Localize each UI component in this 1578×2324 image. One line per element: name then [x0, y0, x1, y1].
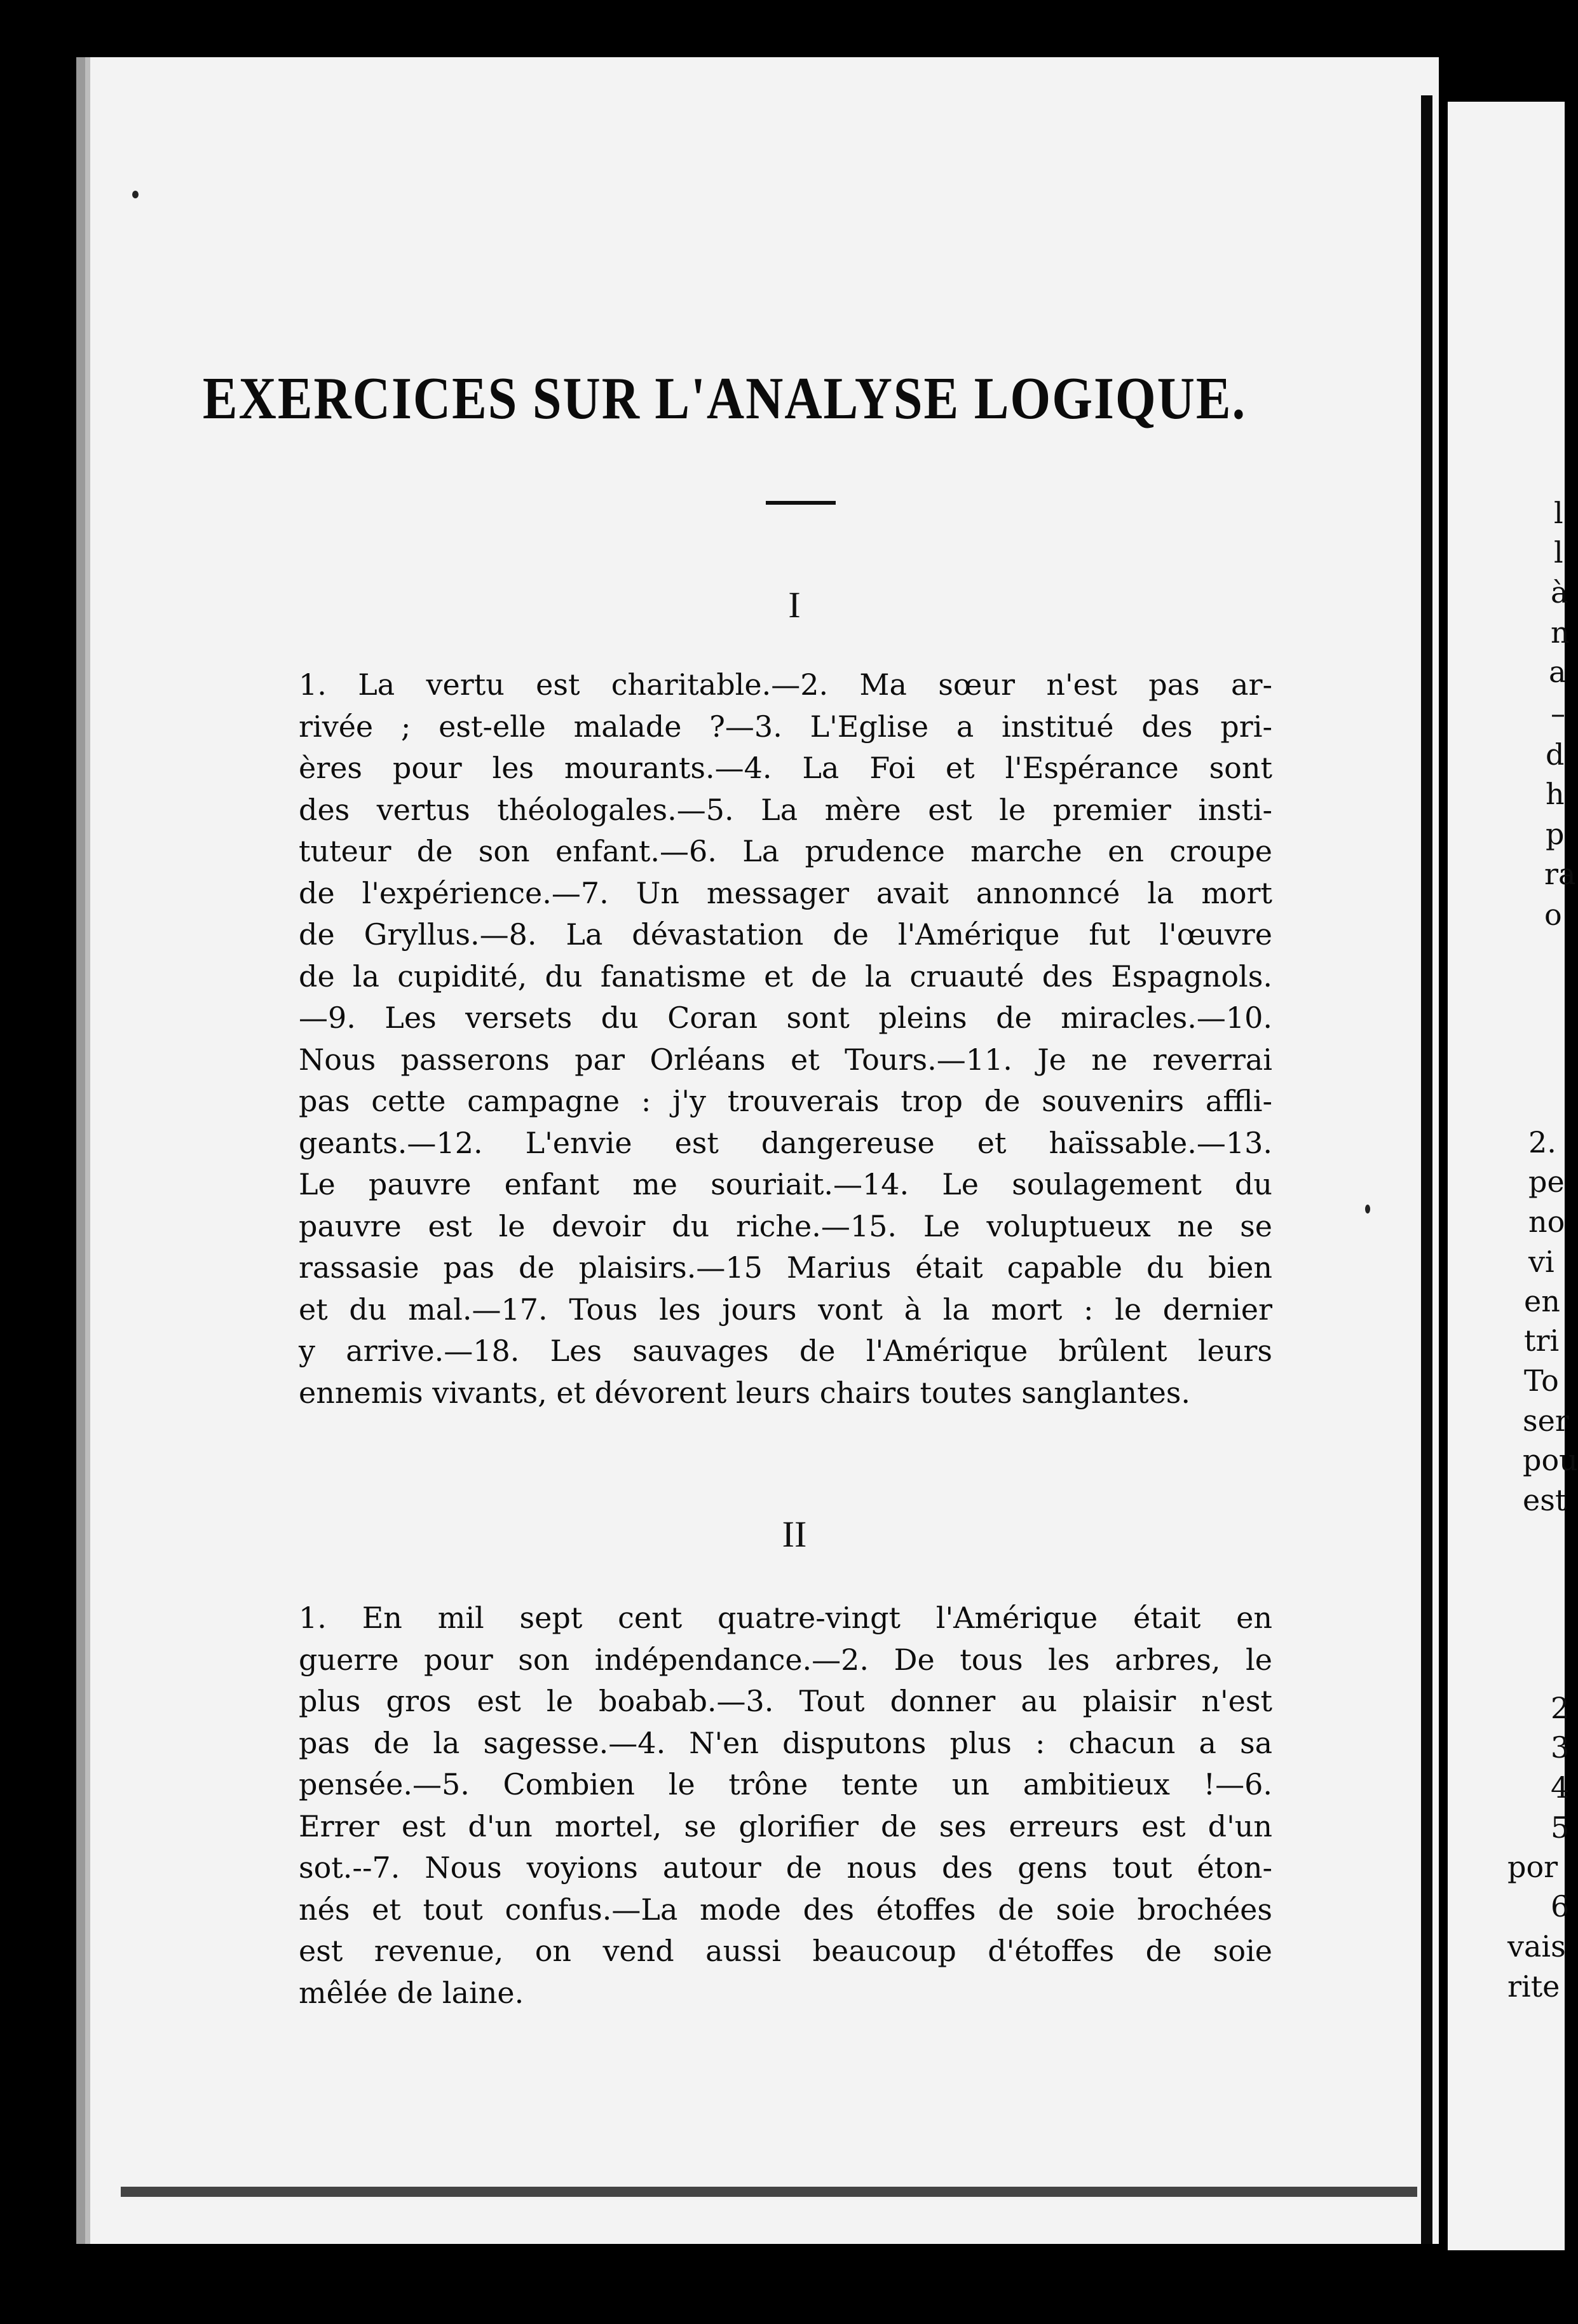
right-page-fragment: 2 — [1551, 1691, 1570, 1725]
text-line: mêlée de laine. — [299, 1975, 524, 2010]
right-page-fragment: To — [1524, 1364, 1559, 1398]
right-page-fragment: l — [1554, 496, 1563, 530]
right-page-fragment: no — [1528, 1205, 1565, 1239]
text-line: de l'expérience.—7. Un messager avait annonncé la mort — [299, 875, 1272, 910]
right-page-fragment: por — [1507, 1850, 1558, 1884]
text-line: de Gryllus.—8. La dévastation de l'Amérique fut l'œuvre — [299, 917, 1272, 952]
text-line: pas cette campagne : j'y trouverais trop de souvenirs affli- — [299, 1084, 1272, 1118]
right-page-fragment: a — [1549, 655, 1567, 689]
right-page-fragment: n — [1551, 615, 1570, 650]
right-page-fragment: – — [1551, 696, 1565, 730]
page-edge-shadow — [121, 2187, 1417, 2197]
right-page-fragment: l — [1554, 535, 1563, 570]
right-page-fragment: pou — [1523, 1443, 1578, 1477]
title-divider — [766, 501, 836, 505]
text-line: nés et tout confus.—La mode des étoffes de soie brochées — [299, 1892, 1272, 1927]
right-page-fragment: vi — [1528, 1245, 1554, 1279]
right-page-fragment: 3 — [1551, 1730, 1570, 1765]
text-line: est revenue, on vend aussi beaucoup d'étoffes de soie — [299, 1934, 1272, 1968]
text-line: sot.--7. Nous voyions autour de nous des gens tout éton- — [299, 1850, 1272, 1885]
section-1-paragraph — [299, 664, 1272, 1414]
right-page-fragment: vais — [1507, 1929, 1566, 1964]
text-line: geants.—12. L'envie est dangereuse et haïssable.—13. — [299, 1125, 1272, 1160]
ink-speck — [132, 191, 139, 198]
right-page-fragment: tri — [1524, 1323, 1560, 1358]
right-page-fragment: est — [1523, 1483, 1567, 1517]
right-page-fragment: en — [1524, 1284, 1560, 1318]
section-2-paragraph — [299, 1597, 1272, 2014]
right-page-fragment: p — [1546, 817, 1565, 851]
right-page-fragment: 2. — [1528, 1125, 1556, 1159]
text-line: rivée ; est-elle malade ?—3. L'Eglise a institué des pri- — [299, 709, 1272, 744]
text-line: 1. La vertu est charitable.—2. Ma sœur n'est pas ar- — [299, 667, 1272, 702]
right-page-fragment: o — [1544, 898, 1562, 932]
text-line: des vertus théologales.—5. La mère est le premier insti- — [299, 792, 1272, 827]
text-line: pas de la sagesse.—4. N'en disputons plus : chacun a sa — [299, 1725, 1272, 1760]
right-page-fragment: ra — [1544, 857, 1576, 891]
right-page-fragment: 6 — [1551, 1889, 1570, 1924]
ink-speck — [1365, 1205, 1370, 1213]
text-line: Errer est d'un mortel, se glorifier de ses erreurs est d'un — [299, 1808, 1272, 1843]
text-line: tuteur de son enfant.—6. La prudence marche en croupe — [299, 834, 1272, 868]
text-line: de la cupidité, du fanatisme et de la cruauté des Espagnols. — [299, 959, 1272, 994]
text-line: pensée.—5. Combien le trône tente un ambitieux !—6. — [299, 1767, 1272, 1801]
right-page-fragment: 5 — [1551, 1810, 1570, 1845]
text-line: guerre pour son indépendance.—2. De tous les arbres, le — [299, 1642, 1272, 1677]
text-line: ères pour les mourants.—4. La Foi et l'Espérance sont — [299, 751, 1272, 785]
text-line: et du mal.—17. Tous les jours vont à la mort : le dernier — [299, 1292, 1272, 1327]
text-line: y arrive.—18. Les sauvages de l'Amérique brûlent leurs — [299, 1334, 1272, 1368]
section-2-numeral: II — [782, 1514, 807, 1555]
page-title: EXERCICES SUR L'ANALYSE LOGIQUE. — [202, 365, 1247, 432]
right-page-fragment: à — [1551, 575, 1568, 610]
right-page-fragment: ser — [1523, 1404, 1569, 1438]
text-line: Nous passerons par Orléans et Tours.—11. Je ne reverrai — [299, 1042, 1272, 1077]
text-line: —9. Les versets du Coran sont pleins de miracles.—10. — [299, 1001, 1272, 1035]
right-page-fragment: h — [1546, 777, 1565, 811]
text-line: plus gros est le boabab.—3. Tout donner au plaisir n'est — [299, 1684, 1272, 1718]
right-page-fragment: d — [1546, 737, 1565, 772]
right-page-fragment: 4 — [1551, 1770, 1570, 1805]
book-gutter — [1421, 95, 1432, 2244]
text-line: pauvre est le devoir du riche.—15. Le voluptueux ne se — [299, 1208, 1272, 1243]
right-page-fragment: pe — [1528, 1165, 1565, 1199]
right-page-fragment: rite — [1507, 1969, 1560, 2004]
text-line: 1. En mil sept cent quatre-vingt l'Amérique était en — [299, 1601, 1272, 1635]
section-1-numeral: I — [788, 584, 801, 625]
text-line: rassasie pas de plaisirs.—15 Marius était capable du bien — [299, 1250, 1272, 1285]
text-line: Le pauvre enfant me souriait.—14. Le soulagement du — [299, 1167, 1272, 1201]
text-line: ennemis vivants, et dévorent leurs chairs toutes sanglantes. — [299, 1375, 1191, 1410]
